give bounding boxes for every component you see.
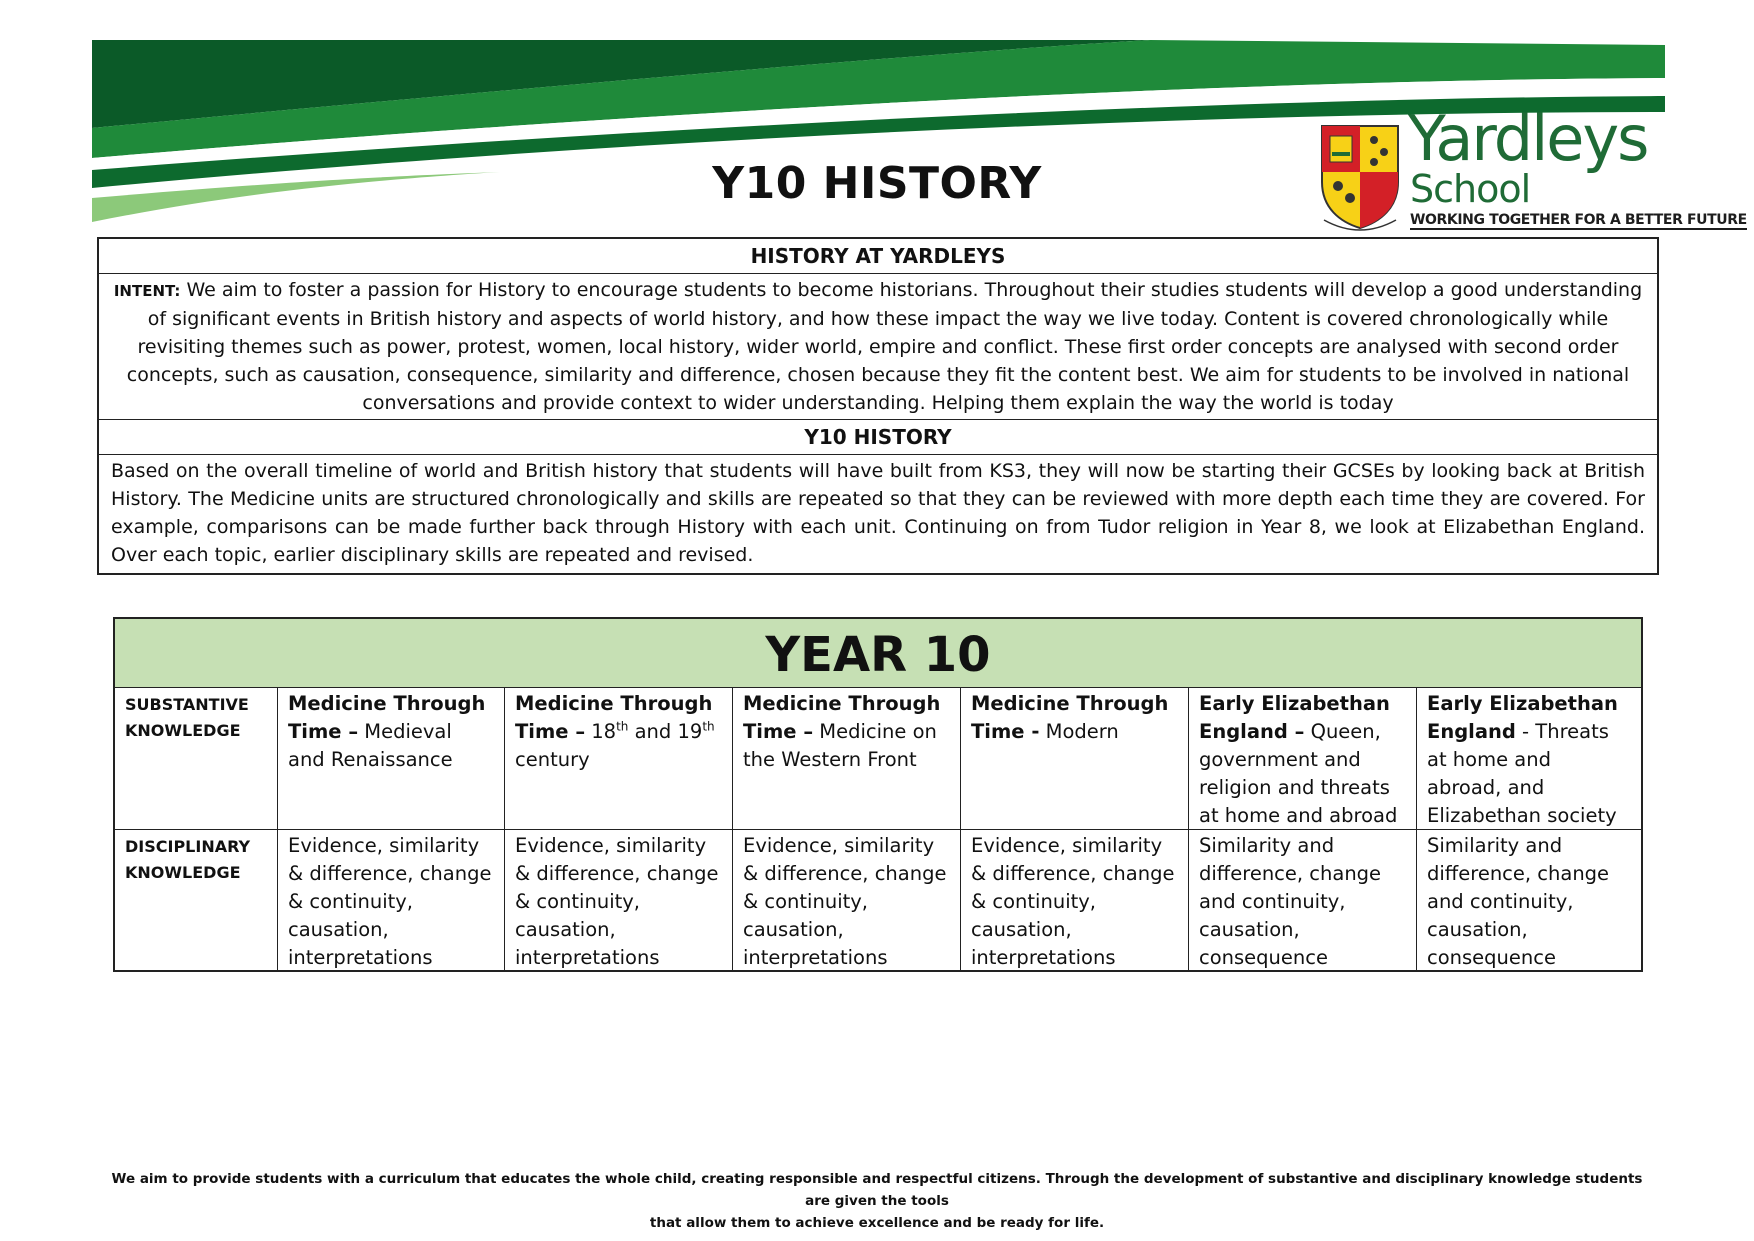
intent-paragraph [99, 274, 1657, 420]
row-label-line: KNOWLEDGE [125, 863, 241, 882]
topic-detail: Modern [1039, 720, 1119, 743]
disciplinary-label [115, 830, 278, 970]
history-at-yardleys-heading: HISTORY AT YARDLEYS [99, 239, 1657, 274]
row-label-line: DISCIPLINARY [125, 837, 251, 856]
table-cell: Similarity and difference, change and continuity, causation, consequence [1189, 830, 1417, 970]
intro-box [97, 237, 1659, 575]
substantive-knowledge-row [115, 688, 1641, 830]
row-label-line: KNOWLEDGE [125, 721, 241, 740]
footer-statement [110, 1168, 1644, 1234]
row-label-line: SUBSTANTIVE [125, 695, 249, 714]
table-cell [505, 688, 733, 829]
table-cell [961, 688, 1189, 829]
year-10-table [113, 617, 1643, 972]
topic-detail: Medicine on the Western Front [743, 720, 937, 771]
topic-title: Early Elizabethan England [1427, 692, 1618, 743]
topic-title: Medicine Through Time - [971, 692, 1169, 743]
year-banner: YEAR 10 [115, 619, 1641, 688]
table-cell [1189, 688, 1417, 829]
topic-detail: - Threats at home and abroad, and Elizabethan society [1427, 720, 1617, 827]
topic-detail: Queen, government and religion and threats at home and abroad [1199, 720, 1398, 827]
table-cell [733, 688, 961, 829]
intent-label: INTENT: [113, 282, 181, 300]
topic-title: Medicine Through Time – [515, 692, 713, 743]
table-cell: Evidence, similarity & difference, change & continuity, causation, interpretations [505, 830, 733, 970]
disciplinary-knowledge-row [115, 830, 1641, 970]
table-cell: Evidence, similarity & difference, change & continuity, causation, interpretations [278, 830, 505, 970]
ordinal-suffix: th [702, 719, 715, 734]
logo-word-yardleys: Yardleys [1408, 102, 1648, 175]
y10-history-heading: Y10 HISTORY [99, 420, 1657, 455]
table-cell [278, 688, 505, 829]
topic-detail: century [515, 748, 590, 771]
intent-text: We aim to foster a passion for History to encourage students to become historians. Throughout their studies students will develop a good understanding of significant events in British history and aspects of world history, and how these impact the way we live today. Content is covered chronologically while revisiting themes such as power, protest, women, local history, wider world, empire and conflict. These first order concepts are analysed with second order concepts, such as causation, consequence, similarity and difference, chosen because they fit the content best. We aim for students to be involved in national conversations and provide context to wider understanding. Helping them explain the way the world is today [126, 279, 1643, 414]
topic-title: Early Elizabethan England – [1199, 692, 1390, 743]
topic-detail: and 19 [628, 720, 703, 743]
topic-detail: 18 [585, 720, 617, 743]
topic-detail: Medieval and Renaissance [288, 720, 453, 771]
footer-line: that allow them to achieve excellence and be ready for life. [649, 1215, 1105, 1231]
substantive-label [115, 688, 278, 829]
topic-title: Medicine Through Time – [743, 692, 941, 743]
table-cell: Evidence, similarity & difference, change & continuity, causation, interpretations [733, 830, 961, 970]
y10-paragraph: Based on the overall timeline of world and British history that students will have built from KS3, they will now be starting their GCSEs by looking back at British History. The Medicine units are structured chronologically and skills are repeated so that they can be reviewed with more depth each time they are covered. For example, comparisons can be made further back through History with each unit. Continuing on from Tudor religion in Year 8, we look at Elizabethan England. Over each topic, earlier disciplinary skills are repeated and revised. [111, 460, 1645, 566]
table-cell [1417, 688, 1641, 829]
school-crest-icon [1318, 122, 1402, 232]
logo-word-school: School [1410, 167, 1531, 211]
ordinal-suffix: th [616, 719, 629, 734]
table-cell: Evidence, similarity & difference, change & continuity, causation, interpretations [961, 830, 1189, 970]
school-logo [1318, 102, 1747, 236]
logo-tagline: WORKING TOGETHER FOR A BETTER FUTURE [1410, 212, 1747, 228]
table-cell: Similarity and difference, change and continuity, causation, consequence [1427, 834, 1610, 969]
footer-line: We aim to provide students with a curriculum that educates the whole child, creating responsible and respectful citizens. Through the development of substantive and disciplinary knowledge students are given the tools [111, 1171, 1643, 1209]
topic-title: Medicine Through Time – [288, 692, 486, 743]
page-title: Y10 HISTORY [712, 158, 1042, 209]
